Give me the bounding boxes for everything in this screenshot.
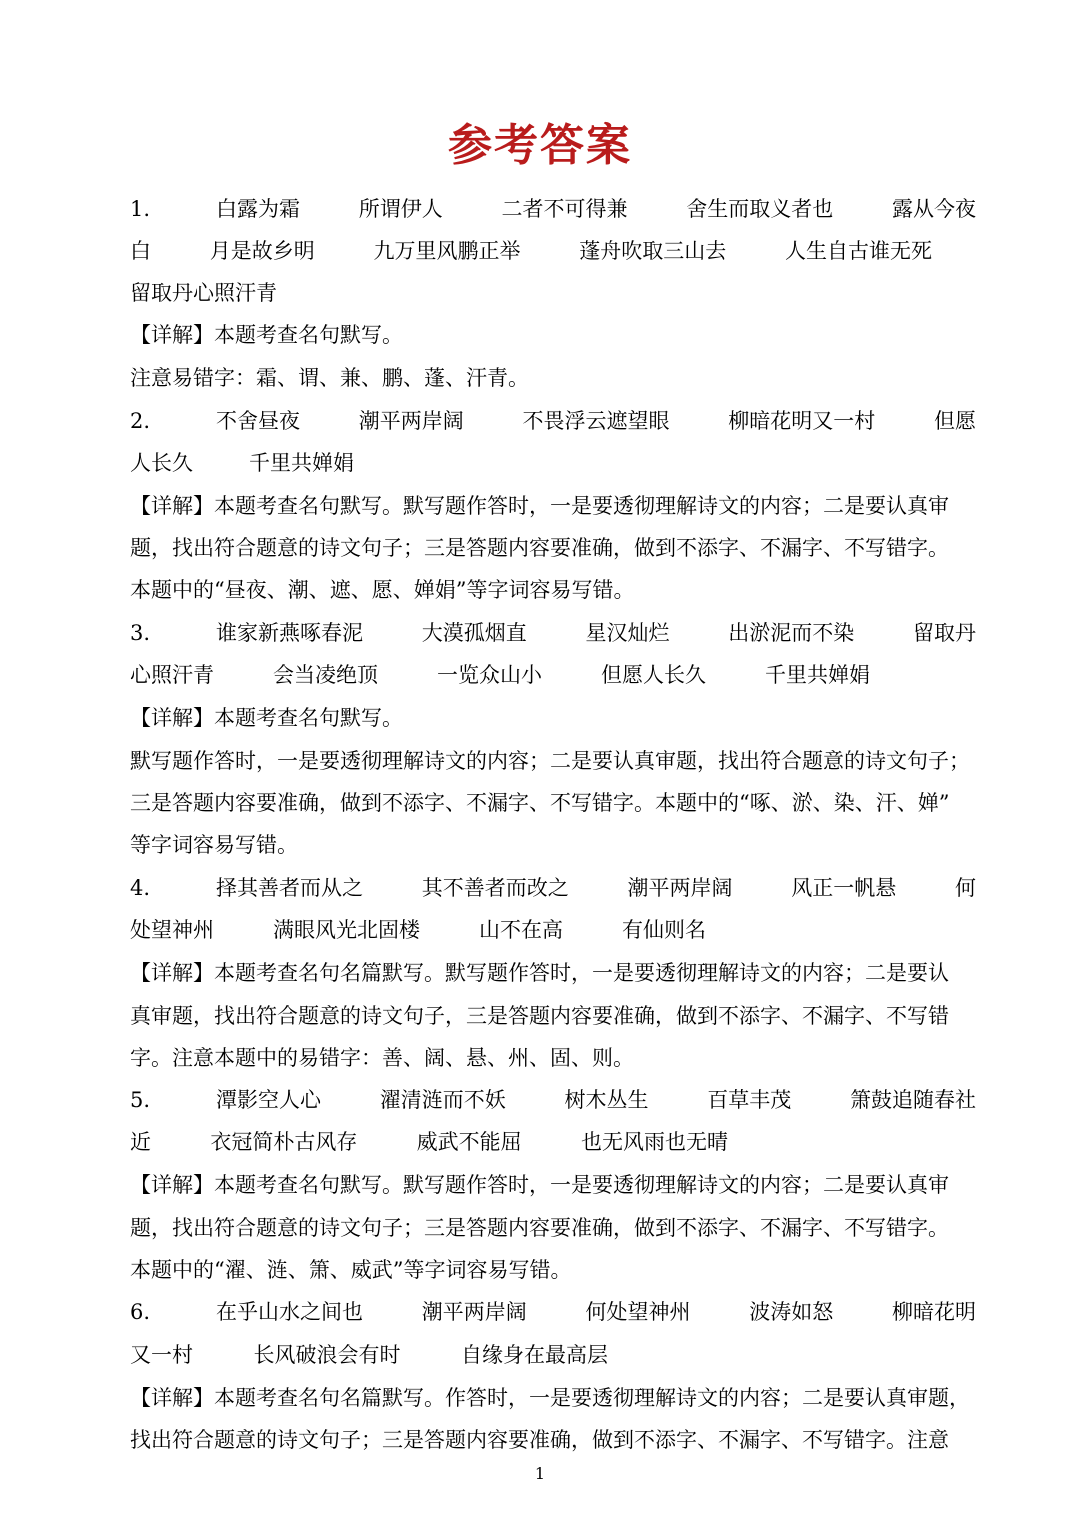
answer-line: 留取丹心照汗青 [130, 281, 277, 305]
page-title: 参考答案 [448, 120, 632, 171]
explanation-line: 【详解】本题考查名句默写。默写题作答时，一是要透彻理解诗文的内容；二是要认真审 [130, 494, 949, 518]
answer-line: 1. 白露为霜 所谓伊人 二者不可得兼 舍生而取义者也 露从今夜 [130, 188, 976, 230]
explanation-line: 本题中的“昼夜、潮、遮、愿、婵娟”等字词容易写错。 [130, 578, 635, 602]
explanation-line: 找出符合题意的诗文句子；三是答题内容要准确，做到不添字、不漏字、不写错字。注意 [130, 1428, 949, 1452]
answer-line: 又一村 长风破浪会有时 自缘身在最高层 [130, 1343, 608, 1367]
explanation-line: 注意易错字：霜、谓、兼、鹏、蓬、汗青。 [130, 366, 529, 390]
page-number: 1 [534, 1464, 546, 1483]
answer-line: 4. 择其善者而从之 其不善者而改之 潮平两岸阔 风正一帆悬 何 [130, 867, 976, 909]
answer-line: 6. 在乎山水之间也 潮平两岸阔 何处望神州 波涛如怒 柳暗花明 [130, 1291, 976, 1333]
answer-line: 心照汗青 会当凌绝顶 一览众山小 但愿人长久 千里共婵娟 [130, 663, 870, 687]
explanation-line: 本题中的“濯、涟、箫、威武”等字词容易写错。 [130, 1258, 572, 1282]
explanation-line: 【详解】本题考查名句名篇默写。作答时，一是要透彻理解诗文的内容；二是要认真审题， [130, 1386, 970, 1410]
explanation-line: 字。注意本题中的易错字：善、阔、悬、州、固、则。 [130, 1046, 634, 1070]
explanation-line: 题，找出符合题意的诗文句子；三是答题内容要准确，做到不添字、不漏字、不写错字。 [130, 536, 949, 560]
answer-line: 3. 谁家新燕啄春泥 大漠孤烟直 星汉灿烂 出淤泥而不染 留取丹 [130, 612, 976, 654]
question-number: 2. [130, 409, 151, 433]
explanation-line: 默写题作答时，一是要透彻理解诗文的内容；二是要认真审题，找出符合题意的诗文句子； [130, 749, 970, 773]
explanation-line: 【详解】本题考查名句名篇默写。默写题作答时，一是要透彻理解诗文的内容；二是要认 [130, 961, 949, 985]
explanation-line: 题，找出符合题意的诗文句子；三是答题内容要准确，做到不添字、不漏字、不写错字。 [130, 1216, 949, 1240]
question-number: 4. [130, 876, 151, 900]
answer-line: 5. 潭影空人心 濯清涟而不妖 树木丛生 百草丰茂 箫鼓追随春社 [130, 1079, 976, 1121]
answer-line: 2. 不舍昼夜 潮平两岸阔 不畏浮云遮望眼 柳暗花明又一村 但愿 [130, 400, 976, 442]
question-number: 1. [130, 197, 151, 221]
answer-line: 处望神州 满眼风光北固楼 山不在高 有仙则名 [130, 918, 706, 942]
answer-line: 近 衣冠简朴古风存 威武不能屈 也无风雨也无晴 [130, 1130, 728, 1154]
explanation-line: 真审题，找出符合题意的诗文句子，三是答题内容要准确，做到不添字、不漏字、不写错 [130, 1004, 949, 1028]
explanation-line: 【详解】本题考查名句默写。默写题作答时，一是要透彻理解诗文的内容；二是要认真审 [130, 1173, 949, 1197]
answer-line: 白 月是故乡明 九万里风鹏正举 蓬舟吹取三山去 人生自古谁无死 [130, 239, 932, 263]
explanation-line: 【详解】本题考查名句默写。 [130, 323, 403, 347]
question-number: 3. [130, 621, 151, 645]
explanation-line: 等字词容易写错。 [130, 833, 298, 857]
question-number: 6. [130, 1300, 151, 1324]
explanation-line: 【详解】本题考查名句默写。 [130, 706, 403, 730]
question-number: 5. [130, 1088, 151, 1112]
answer-line: 人长久 千里共婵娟 [130, 451, 354, 475]
explanation-line: 三是答题内容要准确，做到不添字、不漏字、不写错字。本题中的“啄、淤、染、汗、婵” [130, 791, 950, 815]
